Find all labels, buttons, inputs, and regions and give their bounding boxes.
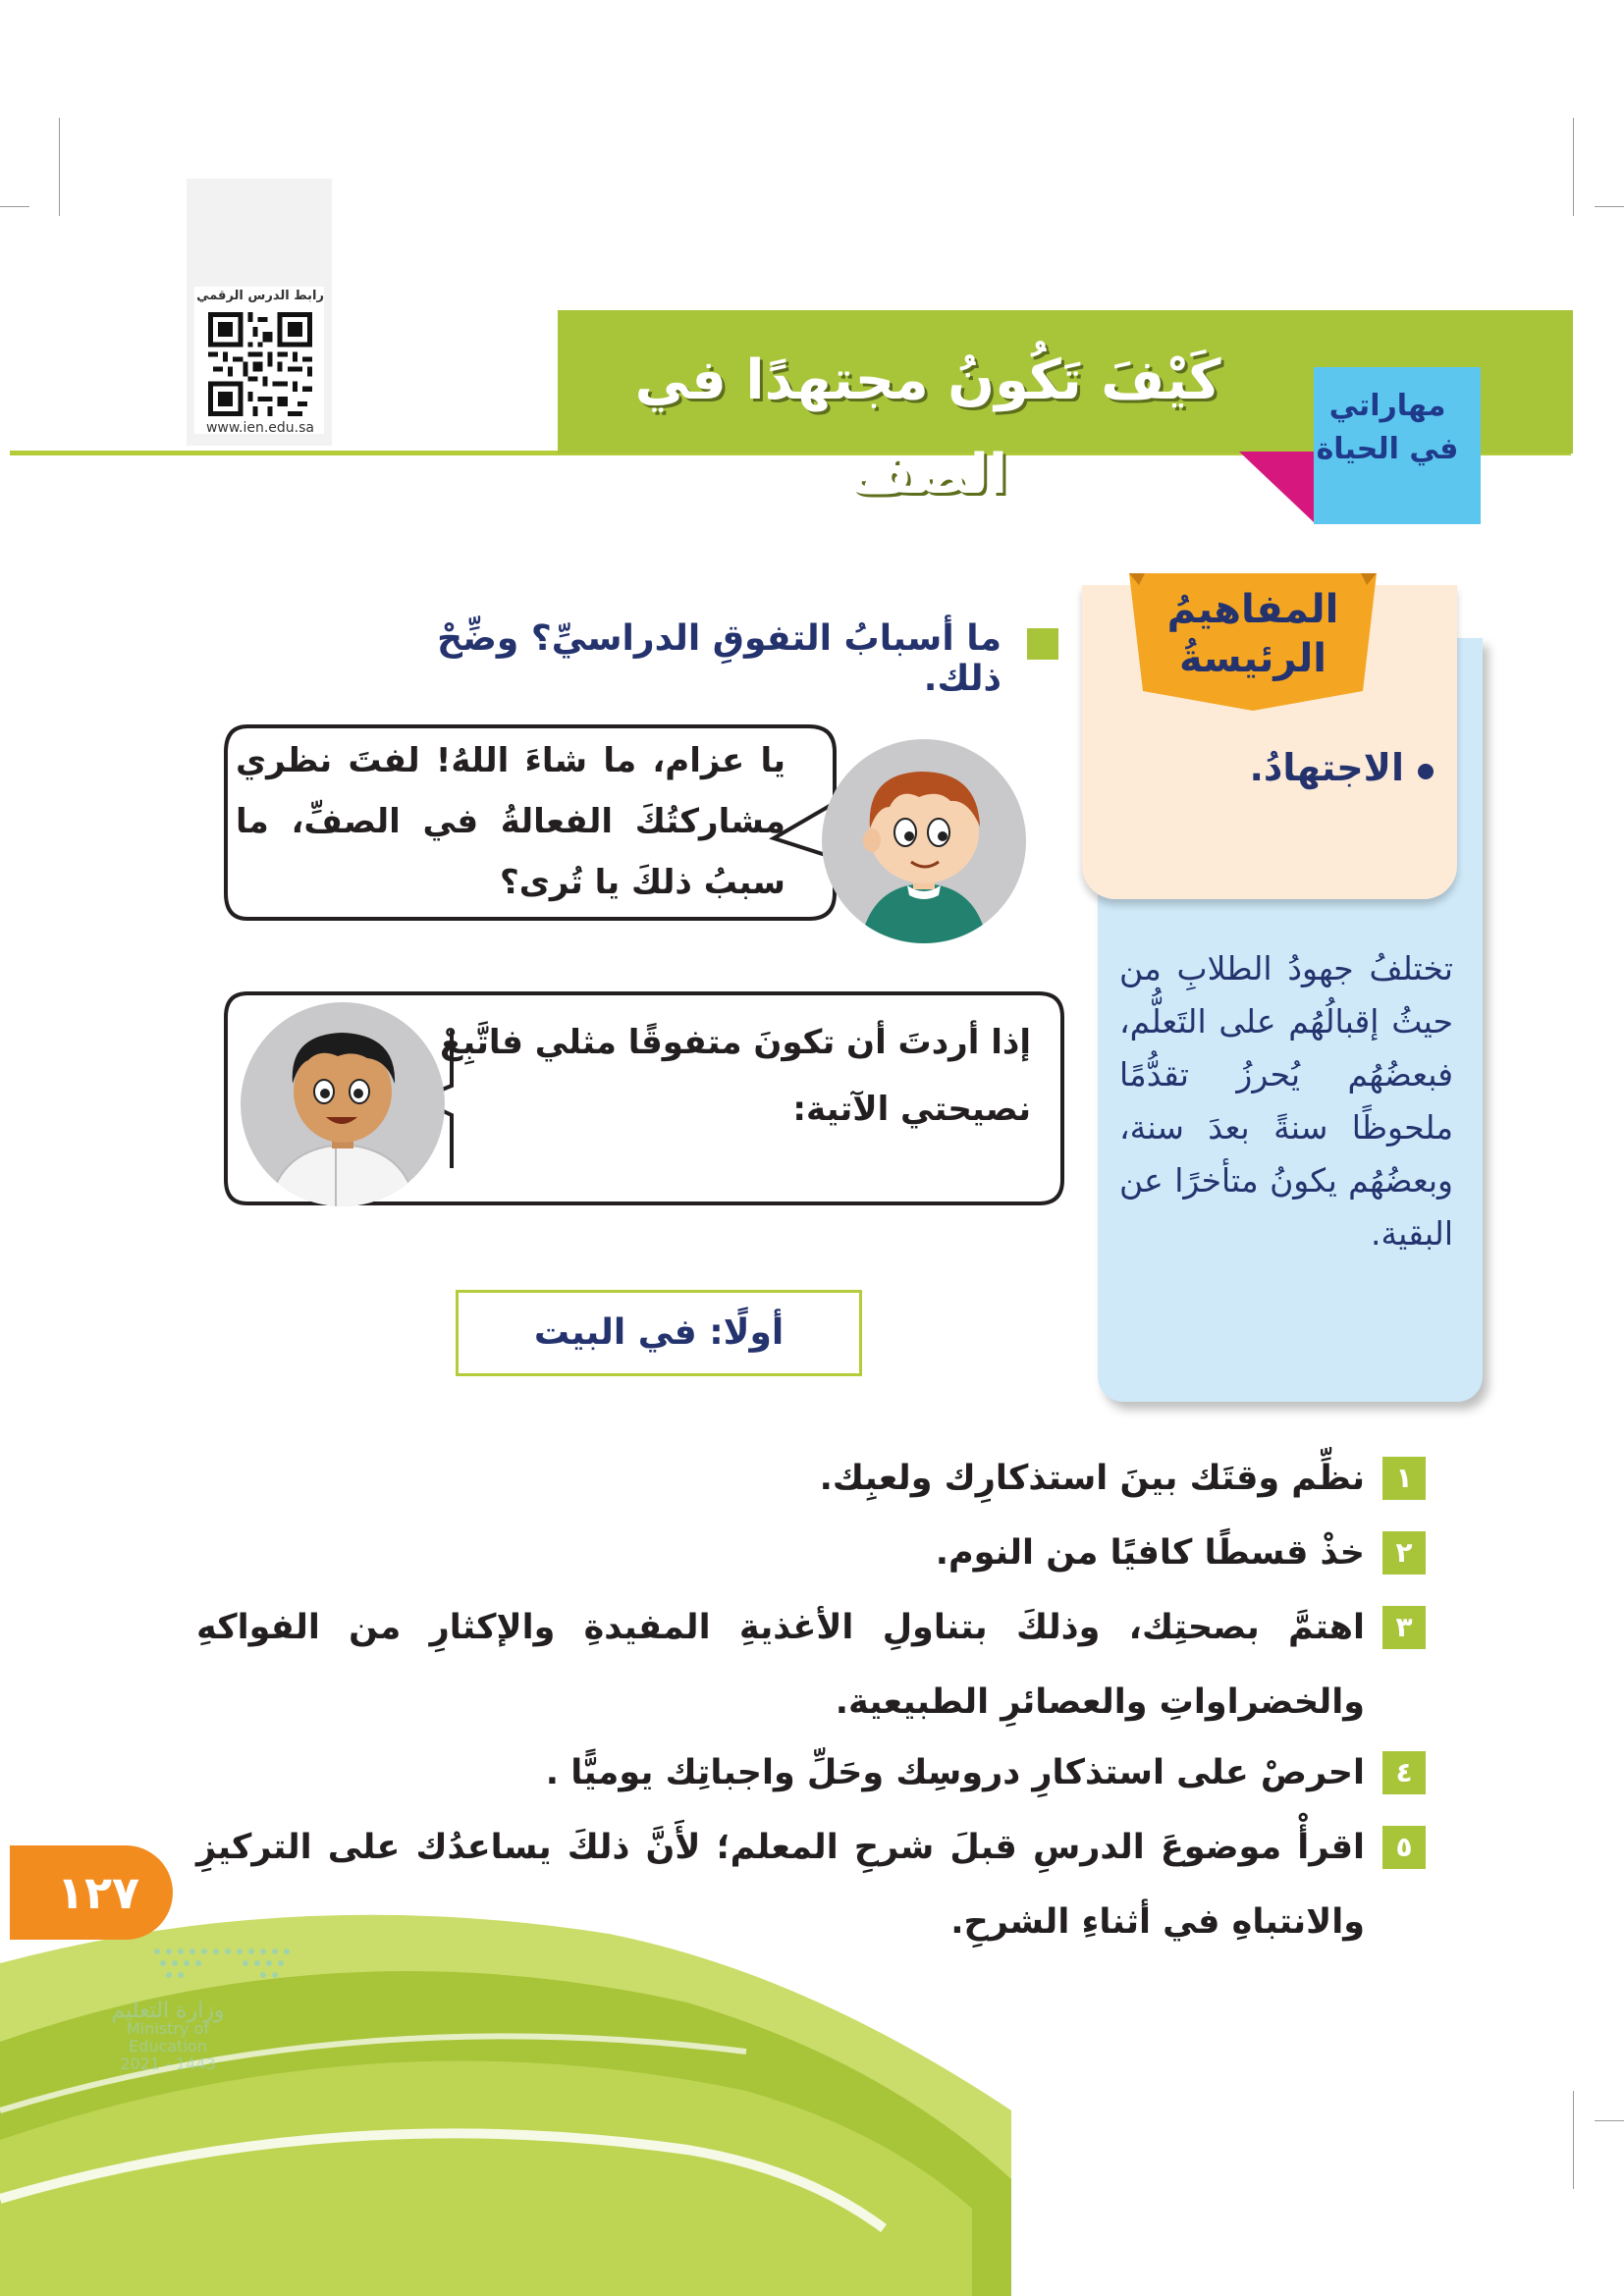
section-badge-label [1314, 385, 1461, 471]
qr-label: رابط الدرس الرقمي [196, 289, 324, 303]
bullet-icon [1418, 764, 1434, 779]
tip-text: احرصْ على استذكارِ دروسِك وحَلِّ واجباتِك يوميًّا . [545, 1753, 1365, 1792]
question: ما أسبابُ التفوقِ الدراسيِّ؟ وضِّحْ ذلك. [437, 618, 1001, 699]
crop-mark [1595, 206, 1624, 207]
concept-heading [1129, 585, 1377, 683]
footer-wave-decoration [0, 1816, 1624, 2296]
tip-number: ٤ [1382, 1751, 1426, 1794]
tip-text: نظِّم وقتَك بينَ استذكارِك ولعبِك. [819, 1459, 1365, 1498]
page-number: ١٢٧ [56, 1866, 140, 1919]
page-title: كَيْفَ تَكُونُ مجتهدًا في الصف [634, 348, 1221, 507]
concept-item: الاجتهادُ. [1249, 746, 1404, 789]
concept-description: تختلفُ جهودُ الطلابِ من حيثُ إقبالُهُم على التَعلُّم، فبعضُهُم يُحرزُ تقدُّمًا ملحوظًا سنةً بعدَ سنة، وبعضُهُم يكونُ متأخرًا عن البقية. [1119, 949, 1453, 1253]
boy-avatar-icon [240, 1001, 446, 1207]
crop-mark [59, 118, 60, 216]
crop-mark [1573, 118, 1574, 216]
tip-text: خذْ قسطًا كافيًا من النوم. [935, 1533, 1365, 1573]
logo-year: 2021 - 1443 [120, 2055, 216, 2073]
boy-avatar-icon [821, 738, 1027, 944]
logo-text-en: Ministry of Education [127, 2019, 209, 2056]
question-marker-icon [1027, 628, 1058, 660]
tip-number: ٣ [1382, 1606, 1426, 1649]
qr-code-icon[interactable] [208, 312, 312, 416]
badge-fold-decoration [1239, 452, 1314, 522]
tip-number: ١ [1382, 1457, 1426, 1500]
crop-mark [0, 206, 29, 207]
tip-number: ٥ [1382, 1826, 1426, 1869]
badge-line-2: في الحياة [1316, 432, 1459, 466]
logo-text-ar: وزارة التعليم [111, 1999, 225, 2023]
concept-heading-line-1: المفاهيمُ [1166, 587, 1339, 632]
qr-url[interactable]: www.ien.edu.sa [205, 420, 315, 436]
concept-heading-line-2: الرئيسةُ [1179, 636, 1326, 681]
ministry-logo-text [94, 1999, 242, 2073]
dialogue-1-text: يا عزام، ما شاءَ اللهُ! لفتَ نظري مشاركتُكَ الفعالةُ في الصفِّ، ما سببُ ذلكَ يا تُرى؟ [236, 741, 785, 902]
dialogue-2-text: إذا أردتَ أن تكونَ متفوقًا مثلي فاتَّبِعْ نصيحتي الآتية: [439, 1023, 1031, 1129]
tip-text: اهتمَّ بصحتِك، وذلكَ بتناولِ الأغذيةِ المفيدةِ والإكثارِ من الفواكهِ والخضراواتِ والعصائرِ الطبيعية. [196, 1608, 1365, 1722]
tip-number: ٢ [1382, 1531, 1426, 1575]
badge-line-1: مهاراتي [1328, 389, 1446, 423]
ministry-logo-icon [147, 1944, 304, 1983]
tip-text: اقرأْ موضوعَ الدرسِ قبلَ شرحِ المعلم؛ لأَنَّ ذلكَ يساعدُك على التركيزِ والانتباهِ في أثناءِ الشرحِ. [196, 1828, 1365, 1942]
section-title: أولًا: في البيت [533, 1312, 785, 1353]
